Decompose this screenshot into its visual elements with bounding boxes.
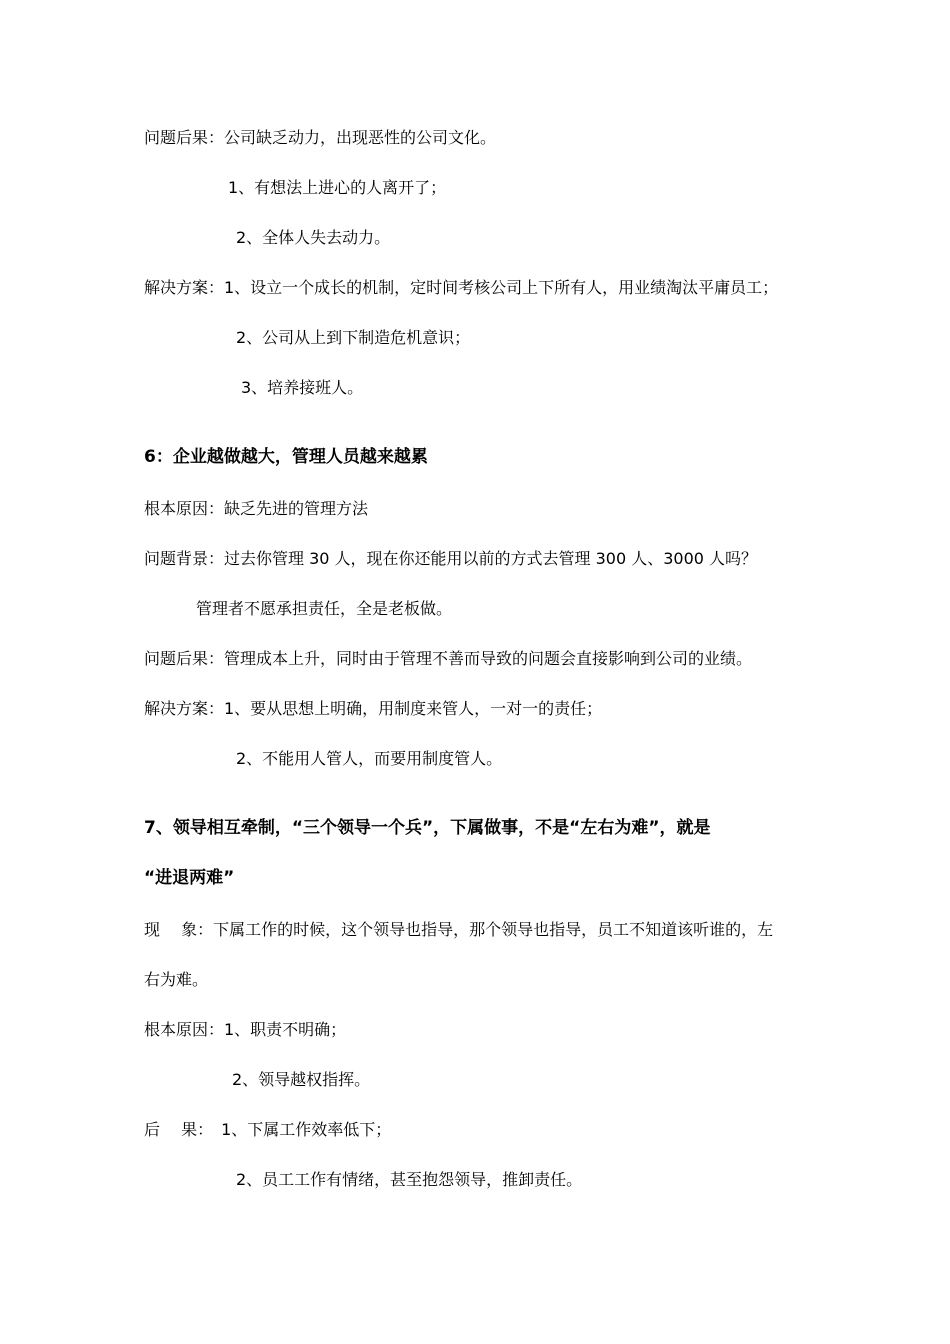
s5-consequence: 问题后果：公司缺乏动力，出现恶性的公司文化。	[144, 128, 497, 147]
s7-result: 后 果： 1、下属工作效率低下；	[144, 1120, 392, 1139]
s6-background-2: 管理者不愿承担责任，全是老板做。	[196, 599, 453, 618]
s7-phenomenon: 现 象：下属工作的时候，这个领导也指导，那个领导也指导，员工不知道该听谁的，左	[144, 920, 774, 939]
s5-consequence-item-2: 2、全体人失去动力。	[236, 228, 391, 247]
s7-phenomenon-2: 右为难。	[144, 970, 209, 989]
s6-solution: 解决方案：1、要从思想上明确，用制度来管人，一对一的责任；	[144, 699, 603, 718]
s6-root-cause: 根本原因：缺乏先进的管理方法	[144, 499, 369, 518]
s6-consequence: 问题后果：管理成本上升，同时由于管理不善而导致的问题会直接影响到公司的业绩。	[144, 649, 753, 668]
s7-root-cause-2: 2、领导越权指挥。	[232, 1070, 371, 1089]
s7-heading-line2: “进退两难”	[144, 868, 235, 888]
s6-background: 问题背景：过去你管理 30 人，现在你还能用以前的方式去管理 300 人、3000 人吗？	[144, 549, 758, 568]
s7-root-cause: 根本原因：1、职责不明确；	[144, 1020, 347, 1039]
s7-heading-line1: 7、领导相互牵制，“三个领导一个兵”，下属做事，不是“左右为难”，就是	[144, 818, 711, 838]
s7-result-2: 2、员工工作有情绪，甚至抱怨领导，推卸责任。	[236, 1170, 583, 1189]
s5-solution-item-3: 3、培养接班人。	[241, 378, 364, 397]
s6-solution-item-2: 2、不能用人管人，而要用制度管人。	[236, 749, 503, 768]
s5-consequence-item-1: 1、有想法上进心的人离开了；	[228, 178, 447, 197]
s5-solution-item-2: 2、公司从上到下制造危机意识；	[236, 328, 471, 347]
s6-heading: 6：企业越做越大，管理人员越来越累	[144, 447, 428, 467]
s5-solution: 解决方案：1、设立一个成长的机制，定时间考核公司上下所有人，用业绩淘汰平庸员工；	[144, 278, 779, 297]
